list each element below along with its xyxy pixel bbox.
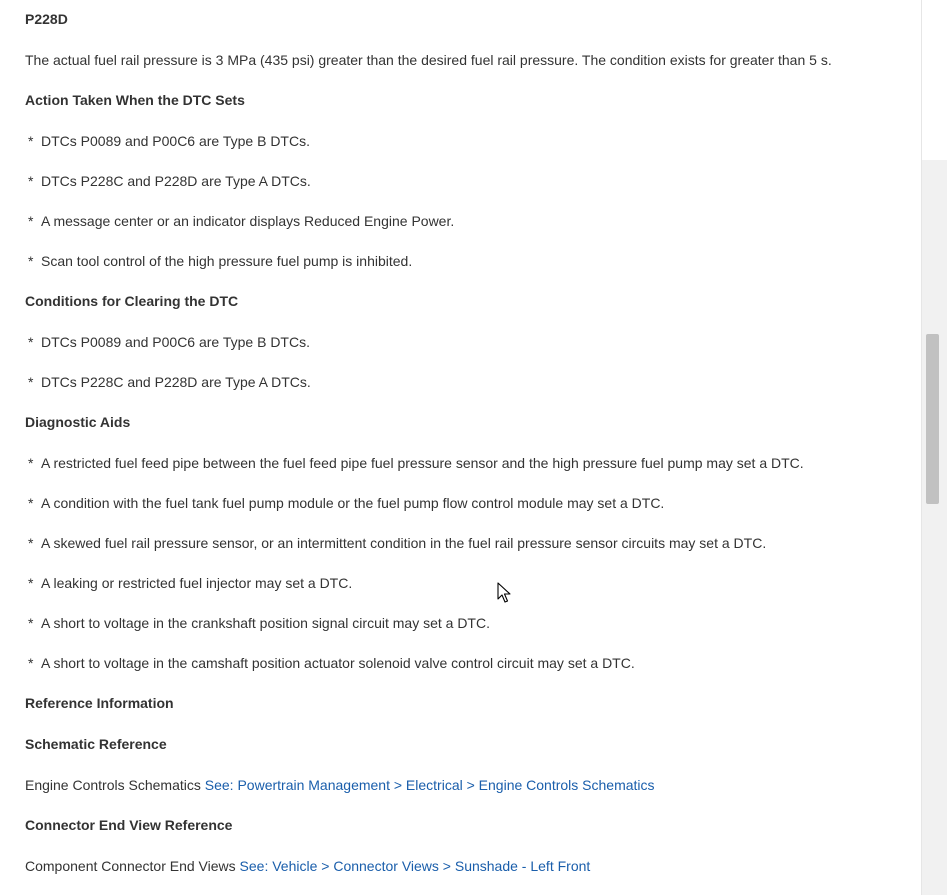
- schematic-reference-link[interactable]: See: Powertrain Management > Electrical > Engine Controls Schematics: [204, 777, 655, 793]
- list-item: * DTCs P228C and P228D are Type A DTCs.: [28, 173, 311, 189]
- schematic-reference-line: [25, 777, 655, 793]
- list-item: * A short to voltage in the crankshaft position signal circuit may set a DTC.: [28, 615, 490, 631]
- scrollbar-thumb[interactable]: [926, 334, 939, 504]
- list-item: * A restricted fuel feed pipe between the fuel feed pipe fuel pressure sensor and the high pressure fuel pump may set a DTC.: [28, 455, 804, 471]
- action-taken-heading: Action Taken When the DTC Sets: [25, 92, 245, 108]
- list-item: * A leaking or restricted fuel injector may set a DTC.: [28, 575, 353, 591]
- vertical-scrollbar[interactable]: [921, 0, 947, 895]
- schematic-reference-heading: Schematic Reference: [25, 736, 167, 752]
- connector-end-view-line: [25, 858, 590, 874]
- schematic-reference-label: Engine Controls Schematics: [25, 777, 201, 793]
- list-item: * Scan tool control of the high pressure fuel pump is inhibited.: [28, 253, 413, 269]
- list-item: * DTCs P228C and P228D are Type A DTCs.: [28, 374, 311, 390]
- list-item: * DTCs P0089 and P00C6 are Type B DTCs.: [28, 133, 310, 149]
- connector-end-view-heading: Connector End View Reference: [25, 817, 233, 833]
- connector-end-view-label: Component Connector End Views: [25, 858, 236, 874]
- conditions-clearing-heading: Conditions for Clearing the DTC: [25, 293, 239, 309]
- list-item: * A message center or an indicator displays Reduced Engine Power.: [28, 213, 455, 229]
- reference-information-heading: Reference Information: [25, 695, 174, 711]
- list-item: * DTCs P0089 and P00C6 are Type B DTCs.: [28, 334, 310, 350]
- diagnostic-aids-heading: Diagnostic Aids: [25, 414, 131, 430]
- dtc-heading-p228d: P228D: [25, 11, 68, 27]
- mouse-cursor-icon: [497, 582, 511, 604]
- list-item: * A skewed fuel rail pressure sensor, or an intermittent condition in the fuel rail pressure sensor circuits may set a DTC.: [28, 535, 767, 551]
- list-item: * A short to voltage in the camshaft position actuator solenoid valve control circuit may set a DTC.: [28, 655, 635, 671]
- connector-end-view-link[interactable]: See: Vehicle > Connector Views > Sunshade - Left Front: [239, 858, 591, 874]
- list-item: * A condition with the fuel tank fuel pump module or the fuel pump flow control module may set a DTC.: [28, 495, 665, 511]
- dtc-description: The actual fuel rail pressure is 3 MPa (435 psi) greater than the desired fuel rail pressure. The condition exists for greater than 5 s.: [25, 52, 832, 68]
- scrollbar-top-area: [922, 0, 947, 160]
